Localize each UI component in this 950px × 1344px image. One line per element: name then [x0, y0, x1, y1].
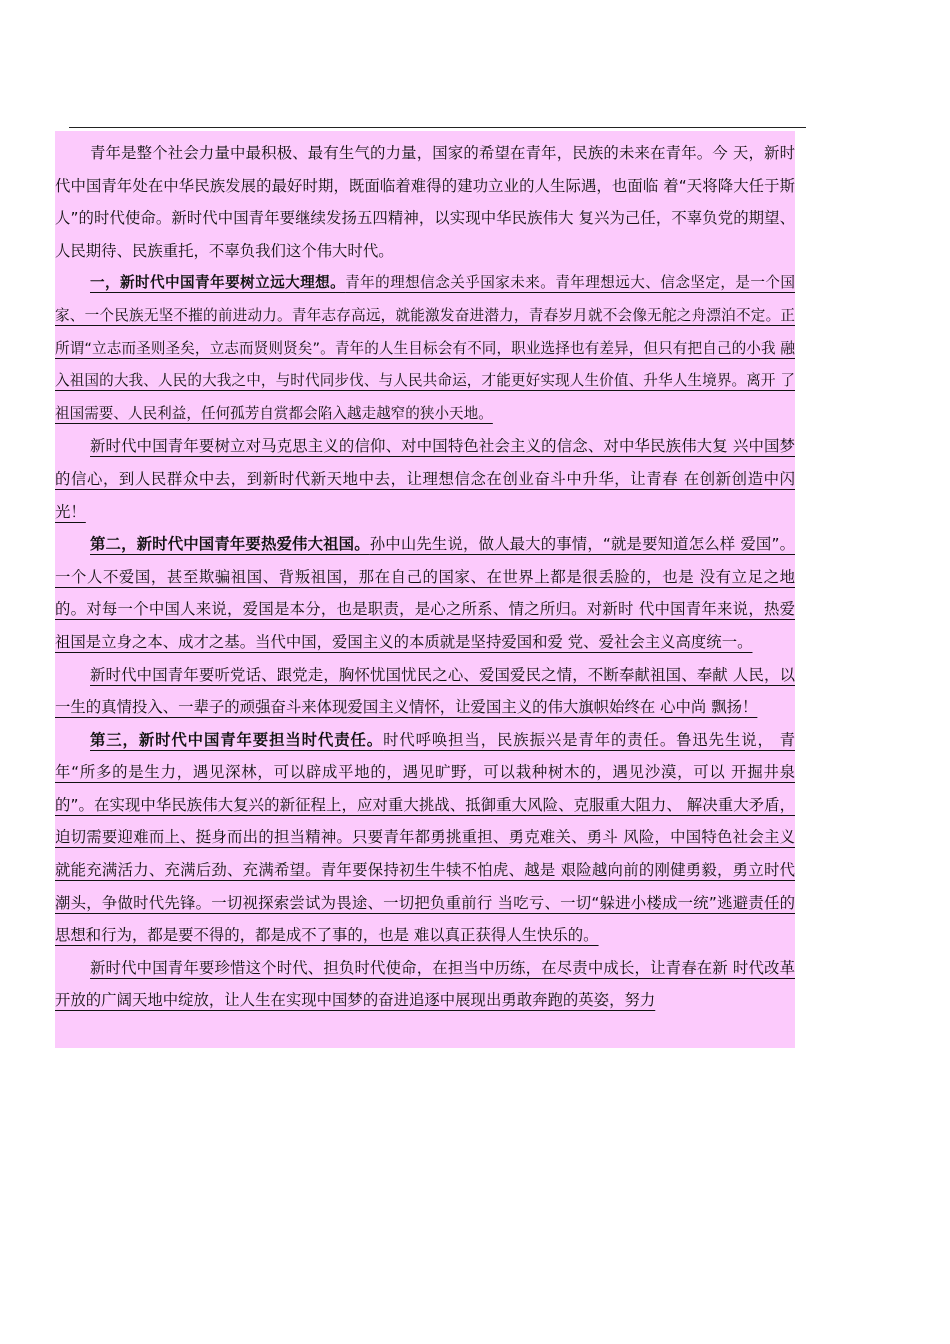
section-heading-patriotism: 第二，新时代中国青年要热爱伟大祖国。 — [90, 535, 370, 554]
paragraph-follow-party — [55, 659, 795, 724]
paragraph-patriotism — [55, 528, 795, 658]
paragraph-text: 新时代中国青年要珍惜这个时代、担负时代使命，在担当中历练，在尽责中成长，让青春在新 时代改革开放的广阔天地中绽放，让人生在实现中国梦的奋进追逐中展现出勇敢奔跑的英姿，努力 — [55, 958, 795, 1010]
paragraph-intro — [55, 137, 795, 267]
paragraph-belief — [55, 430, 795, 528]
section-heading-responsibility: 第三，新时代中国青年要担当时代责任。 — [90, 730, 384, 749]
paragraph-cherish-era — [55, 952, 795, 1017]
paragraph-text: 新时代中国青年要听党话、跟党走，胸怀忧国忧民之心、爱国爱民之情，不断奉献祖国、奉献 人民，以一生的真情投入、一辈子的顽强奋斗来体现爱国主义情怀，让爱国主义的伟大旗帜始终在 心中尚 飘扬！ — [55, 665, 795, 717]
paragraph-text: 时代呼唤担当，民族振兴是青年的责任。鲁迅先生说， 青年“所多的是生力，遇见深林，可以辟成平地的，遇见旷野，可以栽种树木的，遇见沙漠，可以 开掘井泉的”。在实现中华民族伟大复兴的新征程上，应对重大挑战、抵御重大风险、克服重大阻力、 解决重大矛盾，迫切需要迎难而上、挺身而出的担当精神。只要青年都勇挑重担、勇克难关、勇斗 风险，中国特色社会主义就能充满活力、充满后劲、充满希望。青年要保持初生牛犊不怕虎、越是 艰险越向前的刚健勇毅，勇立时代潮头，争做时代先锋。一切视探索尝试为畏途、一切把负重前行 当吃亏、一切“躲进小楼成一统”逃避责任的思想和行为，都是要不得的，都是成不了事的，也是 难以真正获得人生快乐的。 — [55, 730, 795, 945]
document-body — [55, 131, 795, 1048]
paragraph-text: 青年是整个社会力量中最积极、最有生气的力量，国家的希望在青年，民族的未来在青年。今 天，新时代中国青年处在中华民族发展的最好时期，既面临着难得的建功立业的人生际遇，也面临 着“天将降大任于斯人”的时代使命。新时代中国青年要继续发扬五四精神，以实现中华民族伟大 复兴为己任，不辜负党的期望、人民期待、民族重托，不辜负我们这个伟大时代。 — [55, 144, 795, 260]
paragraph-responsibility — [55, 724, 795, 952]
paragraph-ideal — [55, 267, 795, 430]
paragraph-text: 新时代中国青年要树立对马克思主义的信仰、对中国特色社会主义的信念、对中华民族伟大复 兴中国梦的信心，到人民群众中去，到新时代新天地中去，让理想信念在创业奋斗中升华，让青春 在创新创造中闪光！ — [55, 437, 795, 521]
paragraph-text: 孙中山先生说，做人最大的事情，“就是要知道怎么样 爱国”。一个人不爱国，甚至欺骗祖国、背叛祖国，那在自己的国家、在世界上都是很丢脸的，也是 没有立足之地的。对每一个中国人来说，爱国是本分，也是职责，是心之所系、情之所归。对新时 代中国青年来说，热爱祖国是立身之本、成才之基。当代中国，爱国主义的本质就是坚持爱国和爱 党、爱社会主义高度统一。 — [55, 535, 795, 651]
header-rule — [69, 127, 806, 128]
section-heading-ideal: 一，新时代中国青年要树立远大理想。 — [90, 274, 346, 292]
paragraph-text: 青年的理想信念关乎国家未来。青年理想远大、信念坚定，是一个国 家、一个民族无坚不摧的前进动力。青年志存高远，就能激发奋进潜力，青春岁月就不会像无舵之舟漂泊不定。正 所谓“立志而圣则圣矣，立志而贤则贤矣”。青年的人生目标会有不同，职业选择也有差异，但只有把自己的小我 融入祖国的大我、人民的大我之中，与时代同步伐、与人民共命运，才能更好实现人生价值、升华人生境界。离开 了祖国需要、人民利益，任何孤芳自赏都会陷入越走越窄的狭小天地。 — [55, 274, 795, 422]
